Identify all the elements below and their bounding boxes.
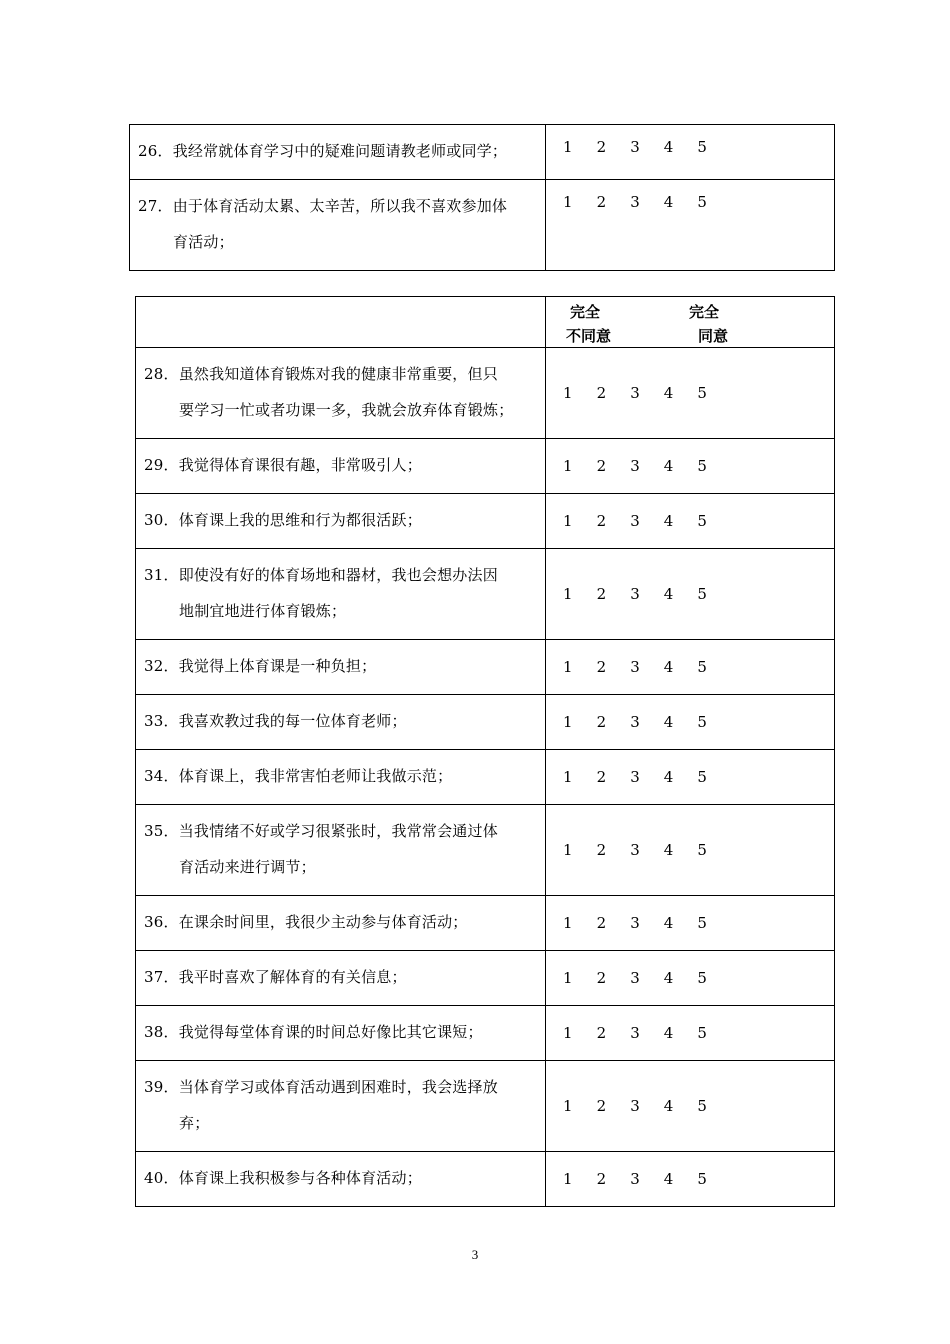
rating-option-3[interactable]: 3: [630, 841, 640, 859]
rating-option-1[interactable]: 1: [563, 512, 573, 530]
rating-option-3[interactable]: 3: [630, 969, 640, 987]
scale-header-cell: [546, 297, 835, 348]
rating-option-5[interactable]: 5: [697, 1024, 707, 1042]
question-text: 体育课上我积极参与各种体育活动；: [178, 1169, 422, 1187]
rating-option-1[interactable]: 1: [563, 193, 573, 211]
scale-right-label-bottom: 同意: [698, 327, 729, 345]
question-number: 27．: [138, 197, 173, 215]
question-cell: [136, 1006, 546, 1061]
rating-option-5[interactable]: 5: [697, 969, 707, 987]
question-number: 26．: [138, 142, 173, 160]
table-row: [130, 180, 835, 271]
question-text: 我喜欢教过我的每一位体育老师；: [178, 712, 407, 730]
table-row: [136, 494, 835, 549]
scale-right-label-top: 完全: [689, 303, 720, 321]
rating-option-1[interactable]: 1: [563, 384, 573, 402]
rating-scale-cell: [546, 951, 835, 1006]
page-number: 3: [471, 1247, 479, 1262]
table-row: [136, 1006, 835, 1061]
rating-option-4[interactable]: 4: [663, 138, 674, 156]
rating-option-4[interactable]: 4: [663, 457, 674, 475]
rating-option-4[interactable]: 4: [663, 768, 674, 786]
rating-scale-cell: [546, 1006, 835, 1061]
table-row: [136, 695, 835, 750]
question-text: 体育课上我的思维和行为都很活跃；: [178, 511, 422, 529]
scale-left-label-bottom: 不同意: [566, 327, 612, 345]
rating-option-3[interactable]: 3: [630, 658, 640, 676]
rating-option-4[interactable]: 4: [663, 713, 674, 731]
rating-scale-cell: [546, 805, 835, 896]
rating-option-3[interactable]: 3: [630, 914, 640, 932]
question-cell: [136, 348, 546, 439]
rating-scale-cell: [546, 348, 835, 439]
rating-option-4[interactable]: 4: [663, 384, 674, 402]
question-cell: [130, 125, 546, 180]
rating-option-1[interactable]: 1: [563, 969, 573, 987]
rating-scale-cell: [546, 1061, 835, 1152]
rating-option-4[interactable]: 4: [663, 193, 674, 211]
rating-option-2[interactable]: 2: [596, 384, 607, 402]
question-text: 当体育学习或体育活动遇到困难时，我会选择放: [178, 1078, 498, 1096]
rating-option-3[interactable]: 3: [630, 768, 640, 786]
rating-scale-cell: [546, 896, 835, 951]
rating-option-4[interactable]: 4: [663, 512, 674, 530]
rating-option-4[interactable]: 4: [663, 585, 674, 603]
table-row: [136, 549, 835, 640]
questionnaire-table-continued: [129, 124, 835, 271]
question-cell: [136, 640, 546, 695]
question-cell: [136, 951, 546, 1006]
rating-option-2[interactable]: 2: [596, 512, 607, 530]
rating-option-2[interactable]: 2: [596, 768, 607, 786]
rating-option-1[interactable]: 1: [563, 914, 573, 932]
question-text: 我平时喜欢了解体育的有关信息；: [178, 968, 407, 986]
question-number: 28．: [144, 365, 179, 383]
rating-option-3[interactable]: 3: [630, 512, 640, 530]
question-number: 39．: [144, 1078, 179, 1096]
rating-scale-cell: [546, 180, 835, 271]
question-number: 31．: [144, 566, 179, 584]
rating-scale-cell: [546, 640, 835, 695]
rating-option-1[interactable]: 1: [563, 1097, 573, 1115]
question-number: 37．: [144, 968, 179, 986]
question-cell: [136, 1152, 546, 1207]
question-text: 我觉得上体育课是一种负担；: [178, 657, 377, 675]
question-cell: [136, 494, 546, 549]
question-cell: [136, 695, 546, 750]
rating-option-2[interactable]: 2: [596, 457, 607, 475]
table-row: [136, 640, 835, 695]
rating-option-5[interactable]: 5: [697, 585, 707, 603]
question-number: 29．: [144, 456, 179, 474]
rating-option-5[interactable]: 5: [697, 512, 707, 530]
rating-option-3[interactable]: 3: [630, 1097, 640, 1115]
rating-option-1[interactable]: 1: [563, 841, 573, 859]
rating-option-1[interactable]: 1: [563, 585, 573, 603]
rating-option-2[interactable]: 2: [596, 914, 607, 932]
rating-option-2[interactable]: 2: [596, 1024, 607, 1042]
question-number: 33．: [144, 712, 179, 730]
rating-option-1[interactable]: 1: [563, 658, 573, 676]
rating-option-3[interactable]: 3: [630, 193, 640, 211]
table-row: [136, 896, 835, 951]
table-row: [136, 439, 835, 494]
table-row: [136, 1152, 835, 1207]
table-header-row: [136, 297, 835, 348]
rating-option-2[interactable]: 2: [596, 969, 607, 987]
question-text: 体育课上，我非常害怕老师让我做示范；: [178, 767, 453, 785]
rating-option-5[interactable]: 5: [697, 768, 707, 786]
rating-option-2[interactable]: 2: [596, 193, 607, 211]
rating-option-5[interactable]: 5: [697, 138, 707, 156]
rating-option-2[interactable]: 2: [596, 1097, 607, 1115]
rating-option-4[interactable]: 4: [663, 1097, 674, 1115]
rating-option-2[interactable]: 2: [596, 138, 607, 156]
scale-left-label-top: 完全: [570, 303, 601, 321]
question-text: 我经常就体育学习中的疑难问题请教老师或同学；: [172, 142, 508, 160]
rating-option-3[interactable]: 3: [630, 713, 640, 731]
rating-option-2[interactable]: 2: [596, 585, 607, 603]
rating-option-5[interactable]: 5: [697, 193, 707, 211]
question-text: 即使没有好的体育场地和器材，我也会想办法因: [178, 566, 498, 584]
rating-option-3[interactable]: 3: [630, 585, 640, 603]
question-text-continued: 要学习一忙或者功课一多，我就会放弃体育锻炼；: [179, 401, 514, 419]
table-row: [136, 348, 835, 439]
question-cell: [136, 549, 546, 640]
table-row: [136, 805, 835, 896]
rating-option-3[interactable]: 3: [630, 1170, 640, 1188]
rating-option-1[interactable]: 1: [563, 1024, 573, 1042]
question-text: 我觉得每堂体育课的时间总好像比其它课短；: [178, 1023, 483, 1041]
rating-option-3[interactable]: 3: [630, 457, 640, 475]
header-blank-cell: [136, 297, 546, 348]
rating-option-5[interactable]: 5: [697, 658, 707, 676]
question-number: 32．: [144, 657, 179, 675]
rating-option-1[interactable]: 1: [563, 457, 573, 475]
question-text-continued: 育活动来进行调节；: [179, 858, 316, 876]
question-cell: [136, 805, 546, 896]
rating-option-5[interactable]: 5: [697, 384, 707, 402]
rating-scale-cell: [546, 549, 835, 640]
rating-option-1[interactable]: 1: [563, 1170, 573, 1188]
rating-option-1[interactable]: 1: [563, 768, 573, 786]
question-text: 当我情绪不好或学习很紧张时，我常常会通过体: [178, 822, 498, 840]
question-number: 36．: [144, 913, 179, 931]
rating-option-2[interactable]: 2: [596, 1170, 607, 1188]
rating-scale-cell: [546, 695, 835, 750]
questionnaire-table: [135, 296, 835, 1207]
question-cell: [136, 1061, 546, 1152]
rating-option-4[interactable]: 4: [663, 658, 674, 676]
question-cell: [136, 439, 546, 494]
question-number: 35．: [144, 822, 179, 840]
rating-scale-cell: [546, 1152, 835, 1207]
rating-option-4[interactable]: 4: [663, 841, 674, 859]
question-text: 在课余时间里，我很少主动参与体育活动；: [178, 913, 468, 931]
rating-option-5[interactable]: 5: [697, 1097, 707, 1115]
question-text-continued: 地制宜地进行体育锻炼；: [179, 602, 347, 620]
rating-option-1[interactable]: 1: [563, 138, 573, 156]
rating-option-3[interactable]: 3: [630, 1024, 640, 1042]
table-row: [130, 125, 835, 180]
rating-scale-cell: [546, 439, 835, 494]
question-number: 40．: [144, 1169, 179, 1187]
table-row: [136, 750, 835, 805]
question-number: 34．: [144, 767, 179, 785]
rating-option-5[interactable]: 5: [697, 713, 707, 731]
table-row: [136, 1061, 835, 1152]
question-text-continued: 育活动；: [173, 233, 234, 251]
rating-option-4[interactable]: 4: [663, 1024, 674, 1042]
rating-option-5[interactable]: 5: [697, 914, 707, 932]
rating-option-2[interactable]: 2: [596, 658, 607, 676]
question-text-continued: 弃；: [179, 1114, 210, 1132]
table-row: [136, 951, 835, 1006]
rating-scale-cell: [546, 494, 835, 549]
question-number: 38．: [144, 1023, 179, 1041]
rating-option-5[interactable]: 5: [697, 841, 707, 859]
rating-option-1[interactable]: 1: [563, 713, 573, 731]
question-number: 30．: [144, 511, 179, 529]
question-text: 由于体育活动太累、太辛苦，所以我不喜欢参加体: [172, 197, 508, 215]
question-cell: [136, 750, 546, 805]
rating-scale-cell: [546, 750, 835, 805]
rating-option-4[interactable]: 4: [663, 969, 674, 987]
rating-option-3[interactable]: 3: [630, 384, 640, 402]
rating-option-5[interactable]: 5: [697, 1170, 707, 1188]
rating-option-4[interactable]: 4: [663, 1170, 674, 1188]
rating-option-2[interactable]: 2: [596, 841, 607, 859]
question-text: 虽然我知道体育锻炼对我的健康非常重要，但只: [178, 365, 498, 383]
question-text: 我觉得体育课很有趣，非常吸引人；: [178, 456, 422, 474]
rating-scale-cell: [546, 125, 835, 180]
rating-option-5[interactable]: 5: [697, 457, 707, 475]
question-cell: [136, 896, 546, 951]
rating-option-2[interactable]: 2: [596, 713, 607, 731]
question-cell: [130, 180, 546, 271]
rating-option-4[interactable]: 4: [663, 914, 674, 932]
rating-option-3[interactable]: 3: [630, 138, 640, 156]
